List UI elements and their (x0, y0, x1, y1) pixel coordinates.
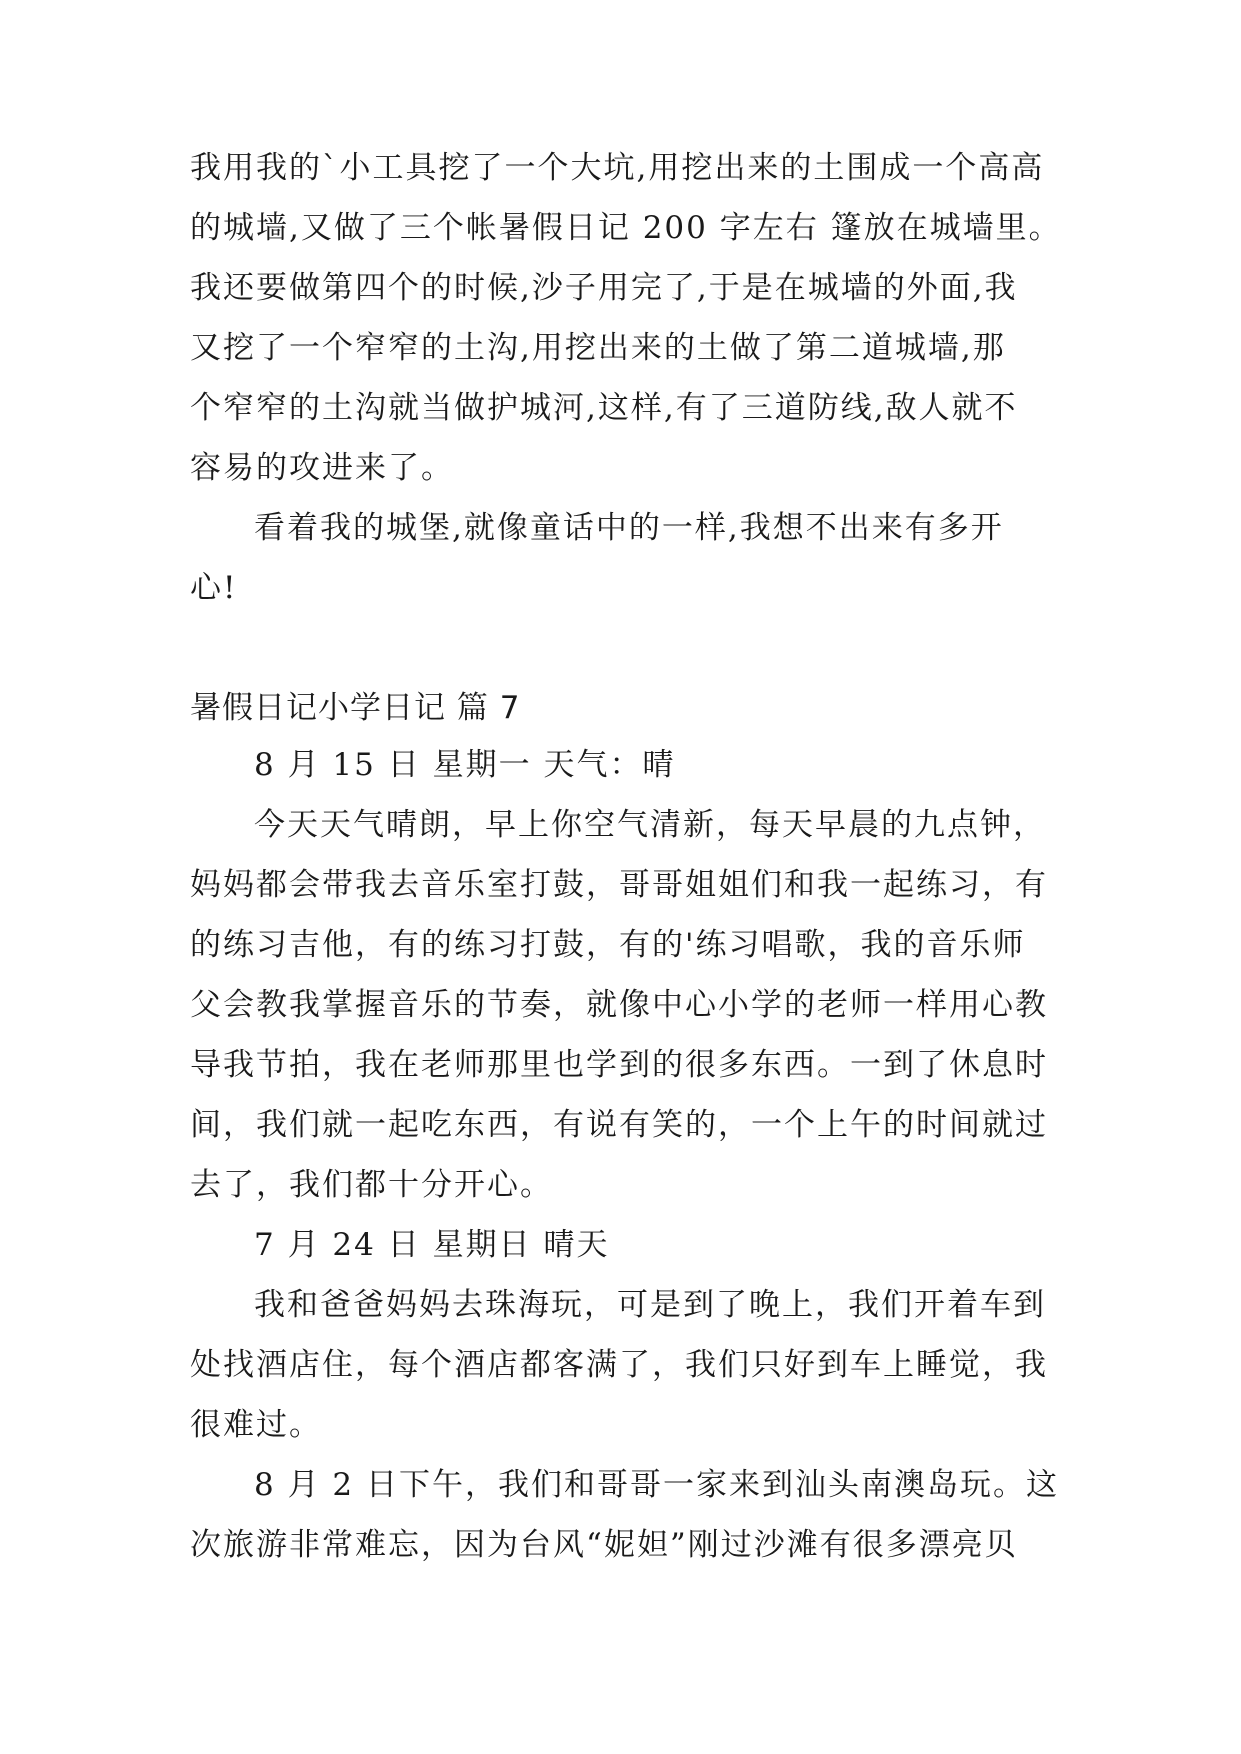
body-line: 的城墙,又做了三个帐暑假日记 200 字左右 篷放在城墙里。 (190, 210, 1062, 246)
body-line: 我用我的`小工具挖了一个大坑,用挖出来的土围成一个高高 (190, 150, 1045, 186)
body-line: 导我节拍，我在老师那里也学到的很多东西。一到了休息时 (190, 1047, 1048, 1083)
body-line: 看着我的城堡,就像童话中的一样,我想不出来有多开 (254, 510, 1004, 546)
body-line: 个窄窄的土沟就当做护城河,这样,有了三道防线,敌人就不 (190, 390, 1018, 426)
entry-date: 7 月 24 日 星期日 晴天 (254, 1227, 610, 1263)
body-line: 很难过。 (190, 1407, 322, 1443)
body-line: 的练习吉他，有的练习打鼓，有的'练习唱歌，我的音乐师 (190, 927, 1026, 963)
body-line: 妈妈都会带我去音乐室打鼓，哥哥姐姐们和我一起练习，有 (190, 867, 1048, 903)
entry-date: 8 月 15 日 星期一 天气：晴 (254, 747, 676, 783)
body-line: 我和爸爸妈妈去珠海玩，可是到了晚上，我们开着车到 (254, 1287, 1046, 1323)
body-line: 容易的攻进来了。 (190, 450, 454, 486)
body-line: 心! (190, 570, 238, 606)
body-line: 我还要做第四个的时候,沙子用完了,于是在城墙的外面,我 (190, 270, 1018, 306)
body-line: 8 月 2 日下午，我们和哥哥一家来到汕头南澳岛玩。这 (254, 1467, 1060, 1503)
body-line: 次旅游非常难忘，因为台风“妮妲”刚过沙滩有很多漂亮贝 (190, 1527, 1018, 1563)
body-line: 去了，我们都十分开心。 (190, 1167, 553, 1203)
body-line: 今天天气晴朗，早上你空气清新，每天早晨的九点钟， (254, 807, 1046, 843)
body-line: 处找酒店住，每个酒店都客满了，我们只好到车上睡觉，我 (190, 1347, 1048, 1383)
body-line: 间，我们就一起吃东西，有说有笑的，一个上午的时间就过 (190, 1107, 1048, 1143)
section-heading: 暑假日记小学日记 篇 7 (190, 690, 521, 726)
body-line: 父会教我掌握音乐的节奏，就像中心小学的老师一样用心教 (190, 987, 1048, 1023)
body-line: 又挖了一个窄窄的土沟,用挖出来的土做了第二道城墙,那 (190, 330, 1006, 366)
